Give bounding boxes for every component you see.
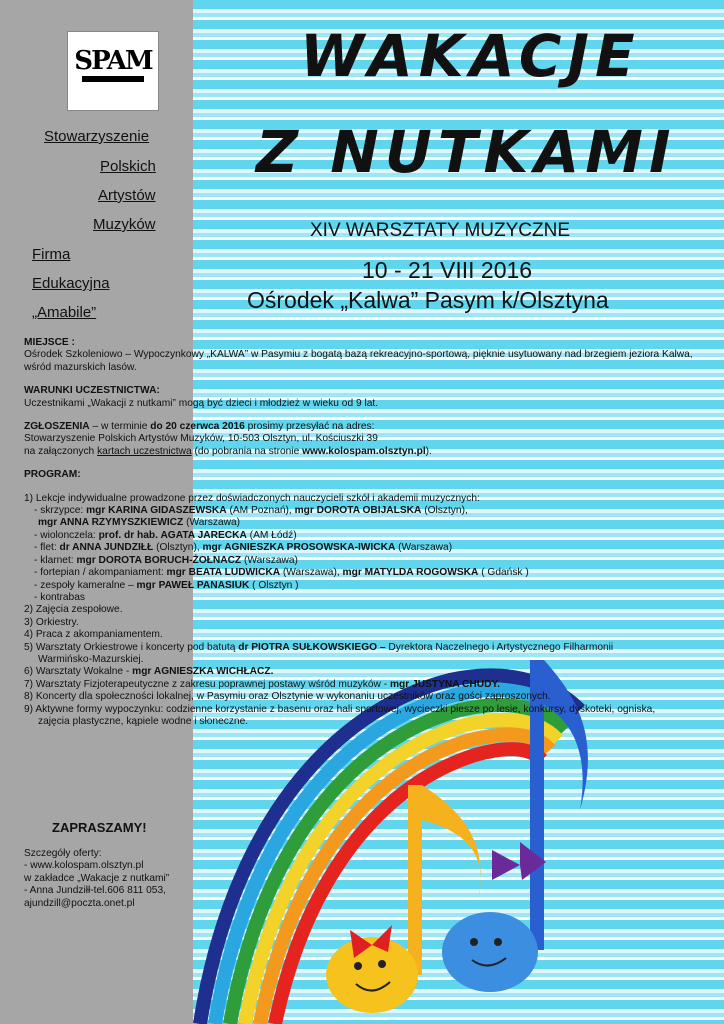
label: - klarnet:: [34, 554, 77, 566]
details-heading: Szczegóły oferty:: [24, 848, 102, 859]
program-item-9: 9) Aktywne formy wypoczynku: codzienne korzystanie z basenu oraz hali sportowej, wycieczki piesze po lesie, konkursy, dyskoteki, ogniska,: [24, 703, 656, 715]
program-kontrabas: - kontrabas: [34, 591, 85, 603]
warunki-heading: WARUNKI UCZESTNICTWA:: [24, 385, 160, 397]
program-item-8: 8) Koncerty dla społeczności lokalnej, w Pasymiu oraz Olsztynie w wykonaniu uczestników oraz gości zaproszonych.: [24, 691, 551, 703]
logo-text: SPAM: [74, 46, 152, 76]
program-item-2: 2) Zajęcia zespołowe.: [24, 604, 123, 616]
label: 7) Warsztaty Fizjoterapeutyczne z zakresu poprawnej postawy wśród muzyków -: [24, 678, 390, 690]
label: (Warszawa),: [280, 567, 343, 579]
org-line-4[interactable]: Muzyków: [93, 216, 156, 233]
zgloszenia-text-1: – w terminie: [89, 421, 151, 433]
spam-logo: [67, 31, 159, 111]
teacher: mgr DOROTA BORUCH-ŻOŁNACZ: [76, 554, 242, 566]
event-venue: Ośrodek „Kalwa” Pasym k/Olsztyna: [247, 287, 609, 313]
org-line-5[interactable]: Firma: [32, 246, 71, 263]
program-item-6: [24, 666, 714, 678]
label: (AM Łódź): [246, 529, 297, 541]
registration-form-link[interactable]: kartach uczestnictwa: [97, 445, 192, 457]
label: (Warszawa): [183, 517, 241, 529]
program-item-7: [24, 679, 714, 691]
program-klarnet: [24, 555, 714, 567]
program-skrzypce-2: [24, 517, 714, 529]
teacher: mgr KARINA GIDASZEWSKA: [86, 505, 227, 517]
teacher: mgr DOROTA OBIJALSKA: [294, 505, 422, 517]
label: - fortepian / akompaniament:: [34, 567, 167, 579]
label: - flet:: [34, 542, 60, 554]
poster-body: [24, 337, 714, 728]
teacher: mgr ANNA RZYMYSZKIEWICZ: [38, 517, 184, 529]
label: (Olsztyn),: [421, 505, 468, 517]
poster-title-line-1: WAKACJE: [300, 22, 641, 90]
label: (AM Poznań),: [226, 505, 295, 517]
program-fortepian: [24, 567, 714, 579]
org-line-7[interactable]: „Amabile”: [32, 304, 97, 321]
label: - zespoły kameralne –: [34, 579, 137, 591]
label: 6) Warsztaty Wokalne -: [24, 666, 133, 678]
poster-title-line-2: Z NUTKAMI: [256, 118, 677, 186]
details-tab: w zakładce „Wakacje z nutkami”: [24, 872, 170, 884]
contact-details: [24, 848, 169, 910]
poster-subtitle: XIV WARSZTATY MUZYCZNE: [310, 220, 571, 241]
label: - skrzypce:: [34, 505, 87, 517]
label: 5) Warsztaty Orkiestrowe i koncerty pod batutą: [24, 641, 239, 653]
teacher: mgr AGNIESZKA PROSOWSKA-IWICKA: [202, 542, 396, 554]
label: - wiolonczela:: [34, 529, 99, 541]
zgloszenia-address: Stowarzyszenie Polskich Artystów Muzyków, 10-503 Olsztyn, ul. Kościuszki 39: [24, 433, 378, 445]
miejsce-text: Ośrodek Szkoleniowo – Wypoczynkowy „KALWA” w Pasymiu z bogatą bazą rekreacyjno-sportową, pięknie usytuowany nad brzegiem jeziora Kalwa, wśród mazurskich lasów.: [24, 349, 693, 373]
program-item-5: [24, 642, 714, 654]
logo-bar: [82, 76, 144, 82]
label: ( Olsztyn ): [249, 579, 299, 591]
org-line-1[interactable]: Stowarzyszenie: [44, 128, 150, 145]
label: ( Gdańsk ): [478, 567, 529, 579]
details-website[interactable]: - www.kolospam.olsztyn.pl: [24, 860, 144, 872]
program-skrzypce: [24, 505, 714, 517]
program-item-3: 3) Orkiestry.: [24, 616, 79, 628]
zgloszenia-text-4: (do pobrania na stronie: [191, 445, 303, 457]
org-line-2[interactable]: Polskich: [100, 158, 156, 175]
teacher: mgr JUSTYNA CHUDY.: [389, 678, 500, 690]
program-item-1: 1) Lekcje indywidualne prowadzone przez doświadczonych nauczycieli szkół i akademii muzycznych:: [24, 492, 480, 504]
program-wiolonczela: [24, 530, 714, 542]
details-email[interactable]: ajundzill@poczta.onet.pl: [24, 897, 135, 909]
zgloszenia-text-2: prosimy przesyłać na adres:: [244, 421, 375, 433]
teacher: dr ANNA JUNDZIŁŁ: [59, 542, 154, 554]
program-item-4: 4) Praca z akompaniamentem.: [24, 629, 163, 641]
warunki-text: Uczestnikami „Wakacji z nutkami” mogą być dzieci i młodzież w wieku od 9 lat.: [24, 397, 379, 409]
teacher: prof. dr hab. AGATA JARECKA: [98, 529, 247, 541]
org-line-6[interactable]: Edukacyjna: [32, 275, 110, 292]
teacher: mgr MATYLDA ROGOWSKA: [342, 567, 479, 579]
teacher: mgr AGNIESZKA WICHŁACZ.: [132, 666, 274, 678]
program-flet: [24, 542, 714, 554]
program-heading: PROGRAM:: [24, 469, 81, 481]
invitation-heading: ZAPRASZAMY!: [52, 820, 147, 835]
program-item-9-cont: zajęcia plastyczne, kąpiele wodne i słoneczne.: [38, 715, 249, 727]
label: (Warszawa): [395, 542, 453, 554]
event-dates: 10 - 21 VIII 2016: [362, 257, 533, 283]
label: (Olsztyn),: [153, 542, 203, 554]
zgloszenia-text-3: na załączonych: [24, 445, 98, 457]
label: Dyrektora Naczelnego i Artystycznego Filharmonii: [385, 641, 614, 653]
program-zespoly: [24, 580, 714, 592]
details-phone: - Anna Jundziłł-tel.606 811 053,: [24, 885, 166, 897]
zgloszenia-deadline: do 20 czerwca 2016: [150, 421, 245, 433]
teacher: mgr BEATA LUDWICKA: [166, 567, 281, 579]
program-item-5-cont: Warmińsko-Mazurskiej.: [38, 653, 144, 665]
zgloszenia-heading: ZGŁOSZENIA: [24, 421, 90, 433]
label: (Warszawa): [241, 554, 298, 566]
zgloszenia-text-5: ).: [425, 445, 432, 457]
website-link[interactable]: www.kolospam.olsztyn.pl: [302, 445, 426, 457]
teacher: dr PIOTRA SUŁKOWSKIEGO –: [238, 641, 386, 653]
teacher: mgr PAWEŁ PANASIUK: [136, 579, 250, 591]
miejsce-heading: MIEJSCE :: [24, 337, 75, 348]
org-line-3[interactable]: Artystów: [98, 187, 156, 204]
